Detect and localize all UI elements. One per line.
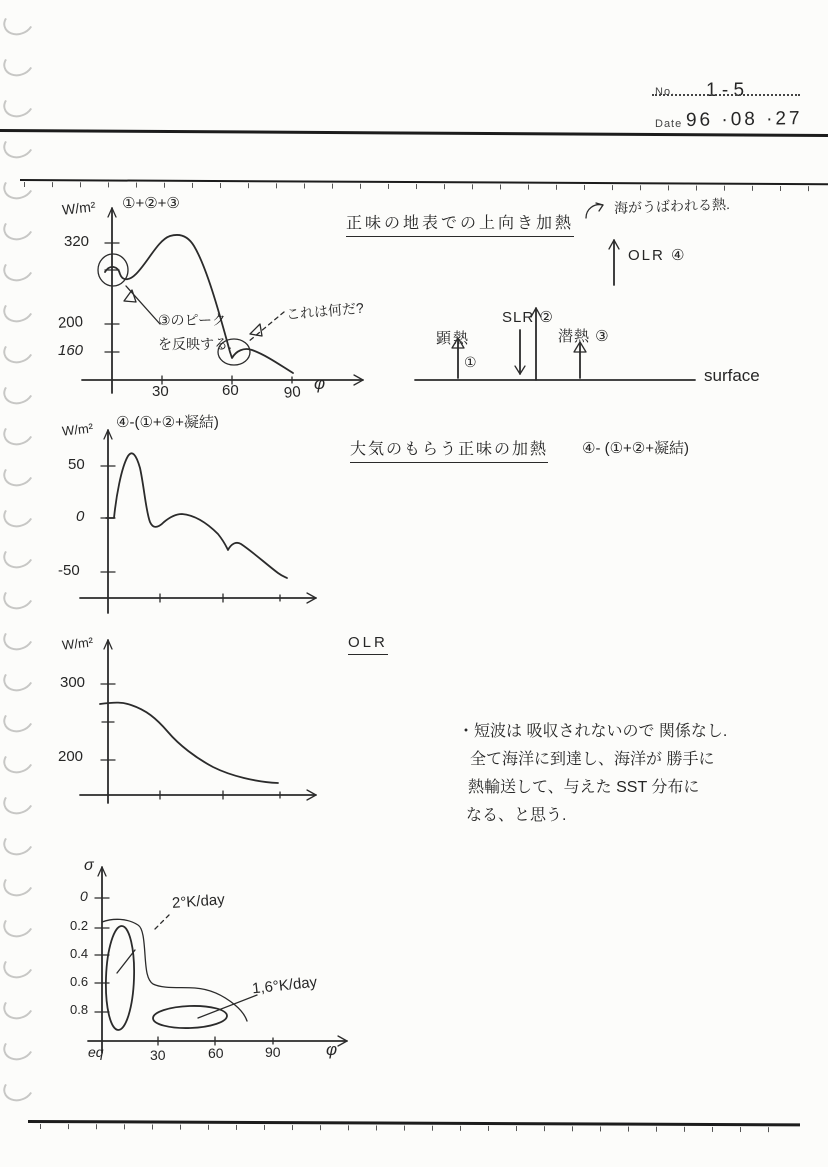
binding-hole <box>0 457 37 490</box>
chart4-xtick-60: 60 <box>208 1045 224 1061</box>
chart4-ytick-08: 0.8 <box>70 1002 89 1017</box>
chart2-ytick-m50: -50 <box>58 562 80 579</box>
chart4-y-unit: σ <box>84 857 94 874</box>
binding-hole <box>0 908 37 941</box>
chart1-xtick-30: 30 <box>152 383 169 400</box>
binding-hole <box>0 1072 37 1105</box>
chart1-ytick-200: 200 <box>57 313 84 332</box>
chart1-xtick-60: 60 <box>222 382 239 399</box>
no-underline <box>652 94 800 96</box>
binding-hole <box>0 949 37 982</box>
note-line-3: 熱輸送して、与えた SST 分布に <box>468 779 700 796</box>
chart1-xtick-90: 90 <box>283 383 302 402</box>
binding-hole <box>0 6 37 39</box>
chart1-annotation-peak-line1: ③のピーク <box>158 312 226 328</box>
chart2-ytick-50: 50 <box>68 456 85 473</box>
sensible-heat-label: 顕熱 <box>436 330 471 347</box>
sensible-heat-number: ① <box>464 354 477 370</box>
chart4-ytick-04: 0.4 <box>70 946 89 961</box>
chart1-y-unit: W/m² <box>61 198 97 218</box>
chart4-xtick-30: 30 <box>150 1047 166 1063</box>
binding-hole <box>0 621 37 654</box>
latent-heat-label: 潜熱 ③ <box>558 328 610 345</box>
binding-hole <box>0 129 37 162</box>
chart2-title: ④-(①+②+凝結) <box>116 414 219 431</box>
olr-arrow-label: OLR ④ <box>628 247 687 264</box>
binding-hole <box>0 375 37 408</box>
binding-hole <box>0 539 37 572</box>
binding-hole <box>0 47 37 80</box>
date-label: Date <box>655 118 683 130</box>
note-line-4: なる、と思う. <box>466 807 567 824</box>
chart4-ytick-02: 0.2 <box>70 918 89 933</box>
chart4-label-2kday: 2°K/day <box>171 891 226 912</box>
binding-hole <box>0 785 37 818</box>
chart4-xtick-eq: eq <box>88 1044 104 1060</box>
binding-hole <box>0 990 37 1023</box>
binding-hole <box>0 416 37 449</box>
binding-hole <box>0 703 37 736</box>
chart4-xtick-90: 90 <box>265 1044 281 1060</box>
binding-hole <box>0 211 37 244</box>
chart4-ytick-06: 0.6 <box>70 974 89 989</box>
chart4-label-16kday: 1,6°K/day <box>251 973 318 998</box>
chart1-annotation-peak-line2: を反映する. <box>158 336 232 352</box>
chart2-y-unit: W/m² <box>61 420 94 439</box>
binding-hole <box>0 334 37 367</box>
binding-hole <box>0 867 37 900</box>
chart1-ytick-320: 320 <box>64 233 90 250</box>
date-value: 96 ·08 ·27 <box>685 107 803 132</box>
surface-line-label: surface <box>704 366 760 385</box>
binding-hole <box>0 662 37 695</box>
binding-hole <box>0 88 37 121</box>
chart4-x-label: φ <box>326 1040 338 1059</box>
note-line-1: ・短波は 吸収されないので 関係なし. <box>458 723 728 740</box>
chart1-ytick-160: 160 <box>58 342 84 359</box>
binding-hole <box>0 744 37 777</box>
binding-hole <box>0 1031 37 1064</box>
no-label: No. <box>655 86 676 98</box>
slr-label: SLR ② <box>502 309 554 326</box>
no-value: 1 - 5 <box>706 80 745 101</box>
binding-hole <box>0 293 37 326</box>
chart2-atmosphere-net-heating <box>60 410 340 620</box>
binding-hole <box>0 580 37 613</box>
binding-hole <box>0 498 37 531</box>
chart2-ytick-0: 0 <box>76 508 85 525</box>
chart3-y-unit: W/m² <box>61 634 94 653</box>
chart2-heading-formula: ④- (①+②+凝結) <box>582 440 690 457</box>
chart3-ytick-300: 300 <box>60 674 86 691</box>
chart1-title: ①+②+③ <box>122 195 180 212</box>
chart3-olr <box>60 625 340 810</box>
surface-flux-diagram <box>400 190 828 400</box>
note-line-2: 全て海洋に到達し、海洋が 勝手に <box>470 751 715 768</box>
chart1-x-label: φ <box>314 374 326 393</box>
chart2-heading: 大気のもらう正味の加熱 <box>350 436 548 463</box>
chart3-title: OLR <box>348 634 388 655</box>
chart3-ytick-200: 200 <box>58 748 84 765</box>
binding-hole <box>0 826 37 859</box>
stolen-heat-note: 海がうばわれる熱. <box>613 195 731 217</box>
chart1-annotation-what: これは何だ? <box>285 299 365 323</box>
binding-hole <box>0 252 37 285</box>
chart4-ytick-0: 0 <box>80 888 88 904</box>
surface-diagram-heading: 正味の地表での上向き加熱 <box>346 210 574 237</box>
